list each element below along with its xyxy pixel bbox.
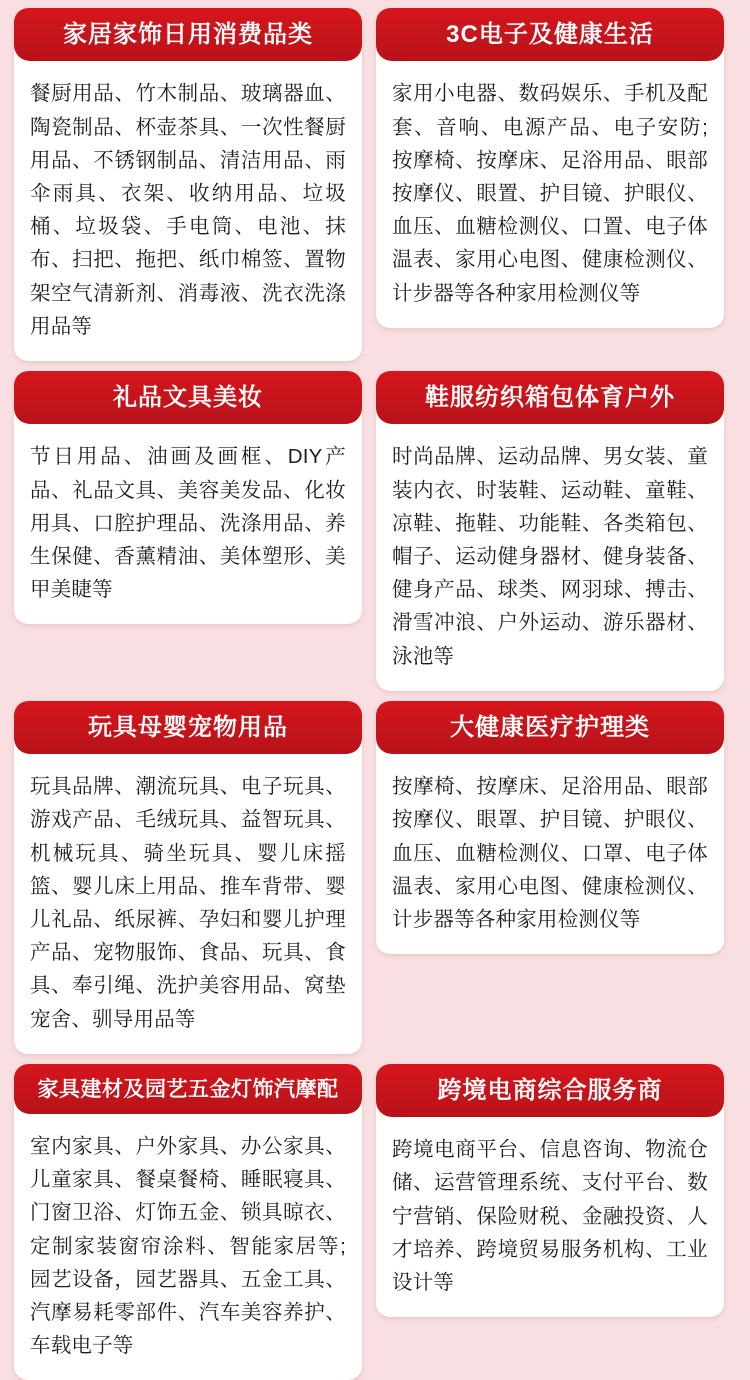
card-title: 3C电子及健康生活: [376, 8, 724, 61]
card-body-text: 玩具品牌、潮流玩具、电子玩具、游戏产品、毛绒玩具、益智玩具、机械玩具、骑坐玩具、婴儿床摇篮、婴儿床上用品、推车背带、婴儿礼品、纸尿裤、孕妇和婴儿护理产品、宠物服饰、食品、玩具、食具、奉引绳、洗护美容用品、窝垫宠舍、驯导用品等: [30, 775, 346, 1031]
category-card: [376, 1064, 724, 1317]
card-title: 鞋服纺织箱包体育户外: [376, 371, 724, 424]
card-body-text: 按摩椅、按摩床、足浴用品、眼部按摩仪、眼罩、护目镜、护眼仪、血压、血糖检测仪、口罩、电子体温表、家用心电图、健康检测仪、计步器等各种家用检测仪等: [392, 775, 708, 932]
card-title: 家居家饰日用消费品类: [14, 8, 362, 61]
card-body-text: 节日用品、油画及画框、DIY产品、礼品文具、美容美发品、化妆用具、口腔护理品、洗涤用品、养生保健、香薰精油、美体塑形、美甲美睫等: [30, 445, 346, 602]
card-body-text: 跨境电商平台、信息咨询、物流仓储、运营管理系统、支付平台、数宁营销、保险财税、金融投资、人才培养、跨境贸易服务机构、工业设计等: [392, 1138, 708, 1295]
card-body-text: 餐厨用品、竹木制品、玻璃器血、陶瓷制品、杯壶茶具、一次性餐厨用品、不锈钢制品、清洁用品、雨伞雨具、衣架、收纳用品、垃圾桶、垃圾袋、手电筒、电池、抹布、扫把、拖把、纸巾棉签、置物架空气清新剂、消毒液、洗衣洗涤用品等: [30, 82, 346, 338]
card-row-1: [14, 8, 736, 361]
card-title: 大健康医疗护理类: [376, 701, 724, 754]
card-title: 玩具母婴宠物用品: [14, 701, 362, 754]
category-card: [14, 8, 362, 361]
category-card: [14, 371, 362, 624]
card-title: 跨境电商综合服务商: [376, 1064, 724, 1117]
category-card: [376, 371, 724, 691]
category-card: [376, 8, 724, 328]
card-title: 礼品文具美妆: [14, 371, 362, 424]
card-body-text: 家用小电器、数码娱乐、手机及配套、音响、电源产品、电子安防;按摩椅、按摩床、足浴用品、眼部按摩仪、眼置、护目镜、护眼仪、血压、血糖检测仪、口置、电子体温表、家用心电图、健康检测仪、计步器等各种家用检测仪等: [392, 82, 708, 305]
category-card: [14, 701, 362, 1054]
card-body-text: 时尚品牌、运动品牌、男女装、童装内衣、时装鞋、运动鞋、童鞋、凉鞋、拖鞋、功能鞋、各类箱包、帽子、运动健身器材、健身装备、健身产品、球类、网羽球、搏击、滑雪冲浪、户外运动、游乐器材、泳池等: [392, 445, 708, 668]
card-body-text: 室内家具、户外家具、办公家具、儿童家具、餐桌餐椅、睡眠寝具、门窗卫浴、灯饰五金、锁具晾衣、定制家装窗帘涂料、智能家居等;园艺设备，园艺器具、五金工具、汽摩易耗零部件、汽车美容养护、车载电子等: [30, 1134, 346, 1358]
card-row-2: [14, 371, 736, 691]
card-title: 家具建材及园艺五金灯饰汽摩配: [14, 1064, 362, 1114]
category-card: [376, 701, 724, 954]
card-row-3: [14, 701, 736, 1054]
